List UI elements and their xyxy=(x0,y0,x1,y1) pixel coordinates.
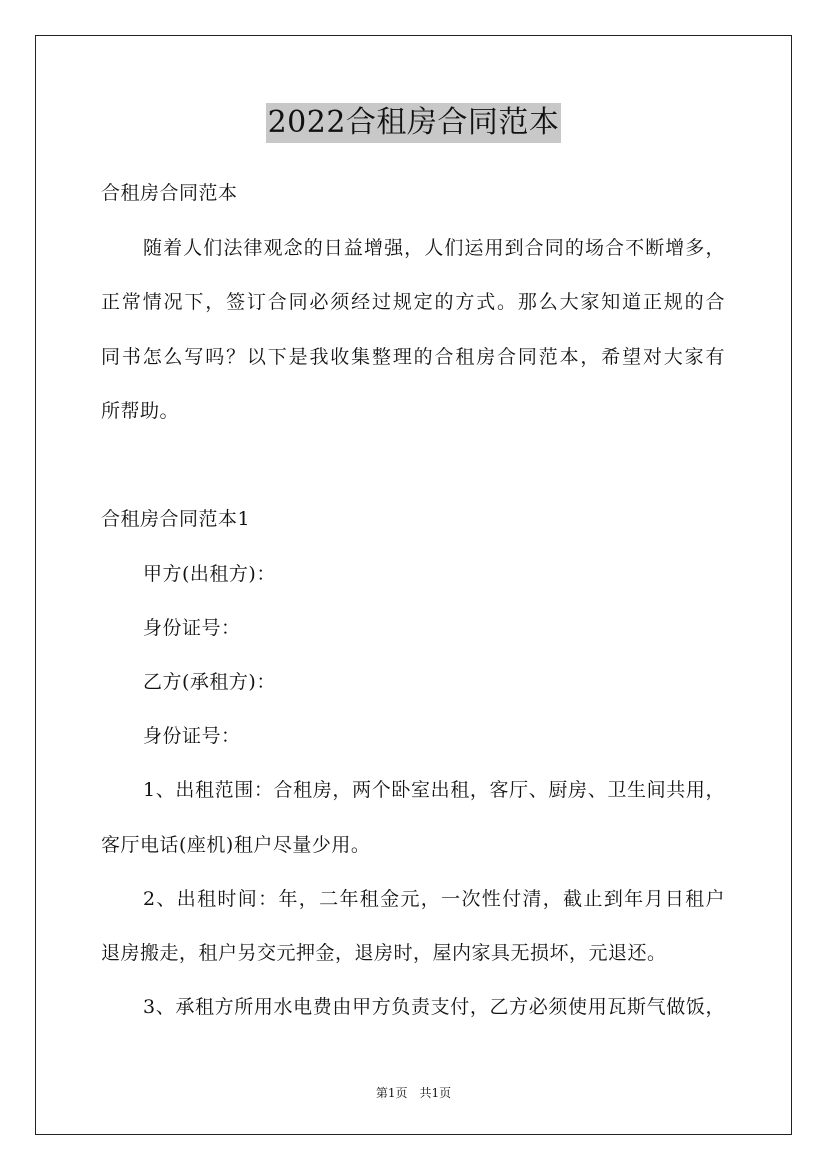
party-b-id-label: 身份证号： xyxy=(143,725,241,747)
intro-line-4: 所帮助。 xyxy=(101,400,180,422)
clause-1-line-1: 1、出租范围：合租房，两个卧室出租，客厅、厨房、卫生间共用， xyxy=(143,779,725,801)
title-container xyxy=(0,103,827,143)
sample-title: 合租房合同范本1 xyxy=(101,508,251,530)
document-title: 2022合租房合同范本 xyxy=(266,103,562,143)
section-heading: 合租房合同范本 xyxy=(101,182,238,204)
clause-1-line-2: 客厅电话(座机)租户尽量少用。 xyxy=(101,834,371,856)
clause-2-line-1: 2、出租时间：年，二年租金元，一次性付清，截止到年月日租户 xyxy=(143,888,725,910)
intro-line-2: 正常情况下，签订合同必须经过规定的方式。那么大家知道正规的合 xyxy=(101,291,725,313)
intro-line-1: 随着人们法律观念的日益增强，人们运用到合同的场合不断增多， xyxy=(143,237,725,259)
party-a-label: 甲方(出租方)： xyxy=(143,563,276,585)
page-number: 第1页 共1页 xyxy=(375,1086,452,1100)
clause-3-line-1: 3、承租方所用水电费由甲方负责支付，乙方必须使用瓦斯气做饭， xyxy=(143,996,725,1018)
intro-line-3: 同书怎么写吗？以下是我收集整理的合租房合同范本，希望对大家有 xyxy=(101,346,725,368)
party-b-label: 乙方(承租方)： xyxy=(143,671,276,693)
clause-2-line-2: 退房搬走，租户另交元押金，退房时，屋内家具无损坏，元退还。 xyxy=(101,942,667,964)
party-a-id-label: 身份证号： xyxy=(143,617,241,639)
